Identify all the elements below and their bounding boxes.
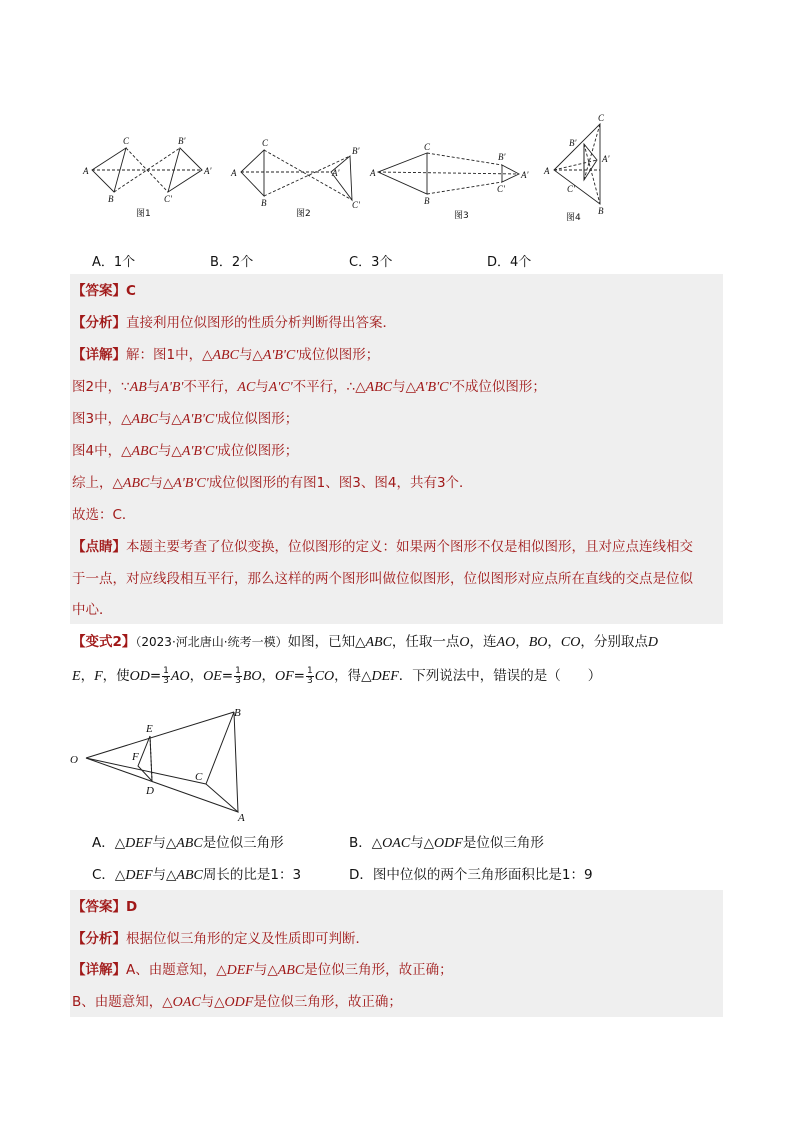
math: ABC (131, 412, 158, 427)
q2-figure (66, 700, 266, 825)
math: F (94, 669, 103, 684)
text: 图4中，△ (72, 443, 132, 459)
fraction-one-third (306, 667, 314, 686)
text: ，得△ (334, 668, 372, 684)
q2-label-b: B (234, 707, 241, 719)
math: A'B'C' (173, 476, 209, 491)
q1-detail-line-4 (72, 441, 298, 462)
detail-tag: 【详解】 (72, 962, 126, 978)
analysis-text: 直接利用位似图形的性质分析判断得出答案． (126, 315, 396, 331)
fig2-label-cp: C' (352, 200, 360, 210)
math: O (459, 635, 470, 650)
math: OAC (172, 995, 201, 1010)
math: CO (314, 669, 335, 684)
fig3-label-ap: A' (521, 170, 529, 180)
text: 是位似三角形 (462, 835, 544, 851)
denominator: 3 (306, 675, 313, 686)
text: 成位似图形； (298, 347, 380, 363)
math: AO (170, 669, 190, 684)
figure-1 (92, 148, 202, 192)
math: ABC (122, 476, 150, 491)
fig1-label-a: A (83, 166, 89, 176)
text: 不平行， (183, 379, 238, 395)
fig1-caption: 图1 (136, 209, 151, 219)
text: = (293, 668, 305, 684)
math: E (72, 669, 81, 684)
text: 是位似三角形，故正确； (304, 962, 453, 978)
text: = (221, 668, 234, 684)
comment-text: 本题主要考查了位似变换，位似图形的定义：如果两个图形不仅是相似图形，且对应点连线相交 (126, 539, 693, 555)
q2-label-c: C (195, 771, 203, 783)
fig3-caption: 图3 (454, 211, 469, 221)
text: 是位似三角形 (202, 835, 284, 851)
math: OE (203, 669, 222, 684)
q1-answer-line (72, 281, 136, 301)
fraction-one-third (234, 667, 242, 686)
text: A．△ (92, 835, 126, 851)
text: ，连 (469, 634, 497, 650)
math: ABC (176, 868, 203, 883)
text: 与△ (152, 867, 177, 883)
math: ABC (365, 635, 392, 650)
text: 如图，已知△ (287, 634, 366, 650)
text: 与△ (392, 379, 416, 395)
fig3-label-c: C (424, 142, 431, 152)
math: A'B' (160, 380, 184, 395)
text: 与△ (157, 411, 182, 427)
text: 与△ (200, 994, 225, 1010)
math: OF (274, 669, 294, 684)
q1-analysis-line (72, 313, 396, 333)
math: ABC (365, 380, 393, 395)
math: DEF (125, 868, 153, 883)
math: CO (560, 635, 581, 650)
math: ODF (434, 836, 463, 851)
math: OAC (382, 836, 411, 851)
q2-label-f: F (132, 751, 139, 763)
figure-4 (554, 124, 600, 204)
text: 不平行，∴△ (292, 379, 366, 395)
math: DEF (371, 669, 399, 684)
text: 不成位似图形； (451, 379, 546, 395)
text: ， (189, 668, 204, 684)
fig1-label-b: B (108, 194, 114, 204)
text: B、由题意知，△ (72, 994, 173, 1010)
math: A'C' (268, 380, 293, 395)
text: 与 (146, 379, 161, 395)
text: 与△ (253, 962, 278, 978)
text: 是位似三角形，故正确； (253, 994, 402, 1010)
text: ，分别取点 (580, 634, 648, 650)
q2-option-b (349, 833, 544, 854)
q2-label-o: O (70, 754, 78, 766)
text: A、由题意知，△ (126, 962, 227, 978)
q1-detail-line-1 (72, 345, 379, 366)
numerator: 1 (306, 665, 313, 676)
text: 与 (255, 379, 269, 395)
text: 与△ (157, 443, 182, 459)
answer-tag: 【答案】 (72, 283, 126, 299)
text: B．△ (349, 835, 383, 851)
text: 与△ (152, 835, 177, 851)
top-figures (78, 108, 638, 228)
q2-detail-line-2 (72, 992, 402, 1013)
fraction-one-third (162, 667, 170, 686)
analysis-text: 根据位似三角形的定义及性质即可判断． (126, 931, 369, 947)
text: ，使 (102, 668, 130, 684)
math: A'B'C' (416, 380, 452, 395)
fig3-label-a: A (370, 168, 376, 178)
fig4-label-ap: A' (602, 154, 610, 164)
math: A'B'C' (262, 348, 299, 363)
fig2-label-ap: A' (332, 168, 340, 178)
fig4-label-a: A (544, 166, 550, 176)
math: ODF (224, 995, 254, 1010)
math: A'B'C' (181, 412, 218, 427)
math: BO (242, 669, 262, 684)
q1-option-c: C．3个 (349, 255, 393, 270)
text: 与△ (149, 475, 174, 491)
text: 周长的比是1：3 (202, 867, 302, 883)
fig4-label-bp: B' (569, 138, 577, 148)
fig4-label-b: B (598, 206, 604, 216)
q2-stem-line-2 (72, 666, 601, 687)
text: ， (547, 634, 561, 650)
answer-tag: 【答案】 (72, 899, 126, 915)
answer-value: D (126, 899, 138, 915)
math: DEF (226, 963, 254, 978)
text: ， (80, 668, 95, 684)
variant-tag: 【变式2】 (72, 634, 136, 650)
answer-value: C (126, 283, 136, 299)
analysis-tag: 【分析】 (72, 931, 126, 947)
text: 与△ (410, 835, 435, 851)
q2-answer-line (72, 897, 137, 917)
text: 成位似图形； (217, 443, 299, 459)
math: BO (528, 635, 548, 650)
q1-option-b: B．2个 (210, 255, 254, 270)
q1-comment-line-3: 中心． (72, 602, 113, 618)
text: C．△ (92, 867, 126, 883)
math: DEF (125, 836, 153, 851)
q2-stem-line-1 (72, 632, 658, 653)
numerator: 1 (235, 665, 241, 676)
q1-detail-line-2 (72, 377, 546, 398)
math: ABC (277, 963, 305, 978)
fig2-label-bp: B' (352, 146, 360, 156)
analysis-tag: 【分析】 (72, 315, 126, 331)
q1-detail-line-3 (72, 409, 298, 430)
math: ABC (131, 444, 158, 459)
text: 图2中，∵ (72, 379, 130, 395)
fig1-label-cp: C' (164, 194, 172, 204)
fig2-caption: 图2 (296, 209, 311, 219)
math: OD (129, 669, 150, 684)
text: ，任取一点 (391, 634, 460, 650)
math: AC (237, 380, 256, 395)
q2-label-a: A (238, 812, 245, 824)
q2-detail-line-1 (72, 960, 453, 981)
q2-label-d: D (146, 785, 154, 797)
q2-label-e: E (146, 723, 153, 735)
text: = (149, 668, 162, 684)
fig2-label-a: A (231, 168, 237, 178)
fig2-label-c: C (262, 138, 269, 148)
denominator: 3 (163, 675, 169, 686)
q2-option-c (92, 865, 301, 886)
q1-comment-line-1 (72, 537, 693, 557)
text: 图3中，△ (72, 411, 132, 427)
text: 与△ (238, 347, 263, 363)
text: ， (515, 634, 529, 650)
q2-option-d: D．图中位似的两个三角形面积比是1：9 (349, 867, 593, 883)
fig3-label-b: B (424, 196, 430, 206)
math: AO (496, 635, 516, 650)
denominator: 3 (235, 675, 241, 686)
q1-option-d: D．4个 (487, 255, 532, 270)
fig4-caption: 图4 (566, 213, 581, 223)
comment-tag: 【点睛】 (72, 539, 126, 555)
numerator: 1 (163, 665, 169, 676)
fig1-label-bp: B' (178, 136, 186, 146)
fig1-label-c: C (123, 136, 130, 146)
math: ABC (176, 836, 203, 851)
q1-option-a: A．1个 (92, 255, 136, 270)
text: 解：图1中，△ (126, 347, 213, 363)
source: （2023·河北唐山·统考一模） (135, 635, 288, 649)
math: AB (129, 380, 147, 395)
fig2-label-b: B (261, 198, 267, 208)
text: 综上，△ (72, 475, 123, 491)
fig4-label-c: C (598, 113, 605, 123)
fig3-label-bp: B' (498, 152, 506, 162)
fig4-label-cp: C' (567, 184, 575, 194)
q1-comment-line-2: 于一点，对应线段相互平行，那么这样的两个图形叫做位似图形，位似图形对应点所在直线的交点是位似 (72, 571, 693, 587)
text: ．下列说法中，错误的是（ ） (398, 668, 602, 684)
fig1-label-ap: A' (204, 166, 212, 176)
fig3-label-cp: C' (497, 184, 505, 194)
q1-choice-line: 故选：C． (72, 507, 136, 523)
text: 成位似图形； (217, 411, 299, 427)
q2-analysis-line (72, 929, 369, 949)
text: 成位似图形的有图1、图3、图4，共有3个． (208, 475, 473, 491)
q1-summary-line (72, 473, 473, 494)
math: D (647, 635, 658, 650)
text: ， (261, 668, 275, 684)
math: ABC (212, 348, 239, 363)
q2-option-a (92, 833, 284, 854)
math: A'B'C' (181, 444, 218, 459)
detail-tag: 【详解】 (72, 347, 126, 363)
